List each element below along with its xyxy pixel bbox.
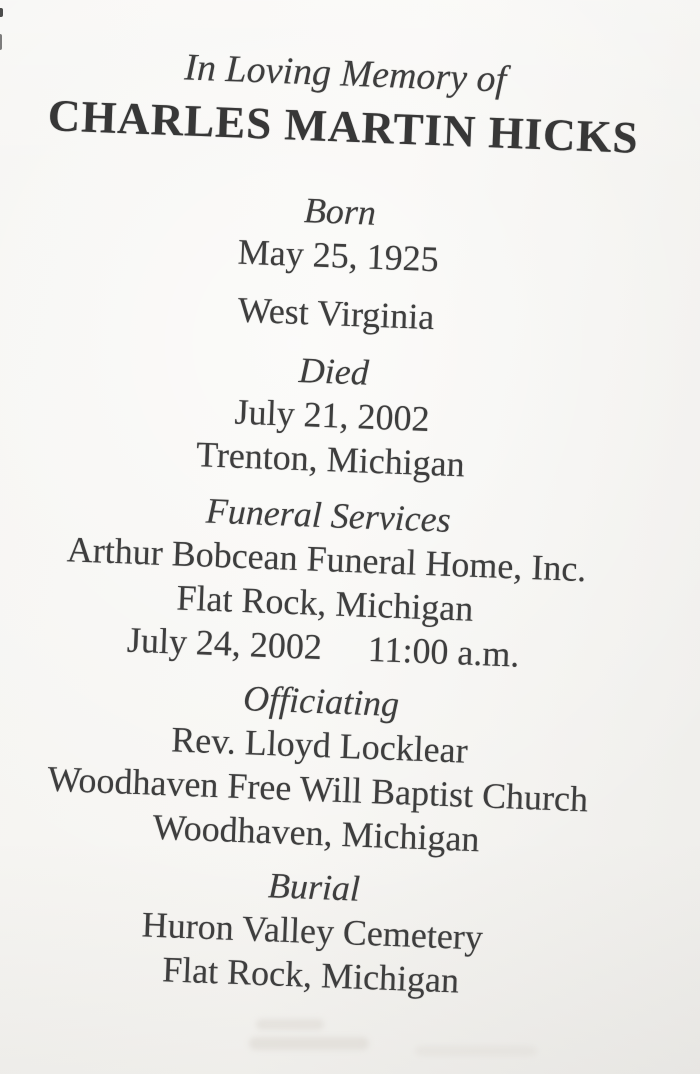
birth-place: West Virginia (237, 289, 436, 338)
section-heading-officiating: Officiating (242, 678, 400, 725)
funeral-date: July 24, 2002 (126, 619, 323, 668)
bleed-through-mark (415, 1046, 537, 1056)
bleed-through-mark (256, 1019, 324, 1030)
death-date: July 21, 2002 (233, 391, 431, 440)
cemetery-name: Huron Valley Cemetery (141, 904, 484, 958)
funeral-time: 11:00 a.m. (367, 628, 521, 675)
birth-date: May 25, 1925 (237, 231, 440, 280)
section-officiating (0, 666, 654, 867)
section-heading-died: Died (298, 350, 370, 393)
funeral-home: Arthur Bobcean Funeral Home, Inc. (66, 529, 588, 590)
scan-edge-artifact (0, 8, 3, 17)
section-heading-funeral-services: Funeral Services (205, 490, 452, 540)
section-heading-born: Born (303, 190, 377, 233)
officiant-church-city: Woodhaven, Michigan (151, 806, 481, 860)
funeral-home-city: Flat Rock, Michigan (175, 577, 475, 629)
deceased-name: CHARLES MARTIN HICKS (47, 90, 640, 163)
death-place: Trenton, Michigan (195, 434, 466, 485)
section-died (0, 337, 666, 494)
section-funeral-services (0, 481, 661, 682)
section-born (3, 177, 672, 348)
epigraph: In Loving Memory of (183, 46, 507, 101)
bleed-through-mark (249, 1037, 369, 1050)
cemetery-city: Flat Rock, Michigan (161, 949, 460, 1001)
section-heading-burial: Burial (267, 865, 361, 909)
section-burial (0, 852, 647, 1009)
officiant-name: Rev. Lloyd Locklear (170, 719, 469, 771)
officiant-church: Woodhaven Free Will Baptist Church (46, 758, 589, 820)
scan-edge-artifact (0, 34, 2, 50)
